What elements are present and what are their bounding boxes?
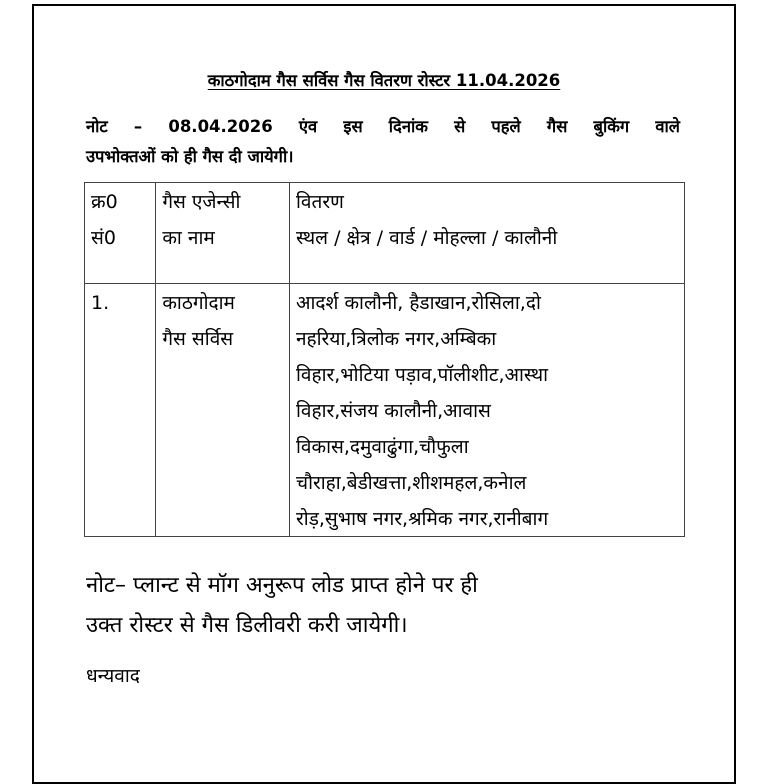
row-agency-cell <box>156 284 290 537</box>
table-header-row <box>85 183 685 284</box>
row-area-line-4: विहार,संजय कालौनी,आवास <box>296 400 491 422</box>
row-agency-line-1: काठगोदाम <box>162 292 235 314</box>
header-distribution-area <box>290 183 685 284</box>
row-serial-cell <box>85 284 156 537</box>
eligibility-note <box>86 112 680 172</box>
supply-note <box>86 566 478 646</box>
eligibility-note-line-2: उपभोक्तओं को ही गैस दी जायेगी। <box>86 147 294 166</box>
header-agency-line-1: गैस एजेन्सी <box>162 191 241 213</box>
row-area-line-2: नहरिया,त्रिलोक नगर,अम्बिका <box>296 328 497 350</box>
row-agency-line-2: गैस सर्विस <box>162 328 234 350</box>
row-area-cell <box>290 284 685 537</box>
header-serial-line-1: क्र0 <box>91 191 118 213</box>
header-serial-number <box>85 183 156 284</box>
supply-note-line-1: नोट– प्लान्ट से मॉग अनुरूप लोड प्राप्त होने पर ही <box>86 573 478 598</box>
header-area-line-1: वितरण <box>296 191 344 213</box>
header-agency-name <box>156 183 290 284</box>
supply-note-line-2: उक्त रोस्टर से गैस डिलीवरी करी जायेगी। <box>86 613 408 638</box>
eligibility-note-line-1: नोट – 08.04.2026 एंव इस दिनांक से पहले गैस बुकिंग वाले <box>86 117 680 136</box>
header-area-line-2: स्थल / क्षेत्र / वार्ड / मोहल्ला / कालौनी <box>296 227 558 249</box>
header-agency-line-2: का नाम <box>162 227 215 249</box>
row-area-line-6: चौराहा,बेडीखत्ता,शीशमहल,कनेाल <box>296 472 527 494</box>
row-area-line-1: आदर्श कालौनी, हैडाखान,रोसिला,दो <box>296 292 541 314</box>
table-row <box>85 284 685 537</box>
header-serial-line-2: सं0 <box>91 227 116 249</box>
row-area-line-7: रोड़,सुभाष नगर,श्रमिक नगर,रानीबाग <box>296 508 549 530</box>
row-area-line-5: विकास,दमुवाढुंगा,चौफुला <box>296 436 469 458</box>
closing-thanks: धन्यवाद <box>86 665 140 687</box>
row-serial: 1. <box>91 292 110 314</box>
row-area-line-3: विहार,भोटिया पड़ाव,पॉलीशीट,आस्था <box>296 364 549 386</box>
document-title: काठगोदाम गैस सर्विस गैस वितरण रोस्टर 11.04.2026 <box>207 71 561 90</box>
distribution-roster-table <box>84 182 685 537</box>
